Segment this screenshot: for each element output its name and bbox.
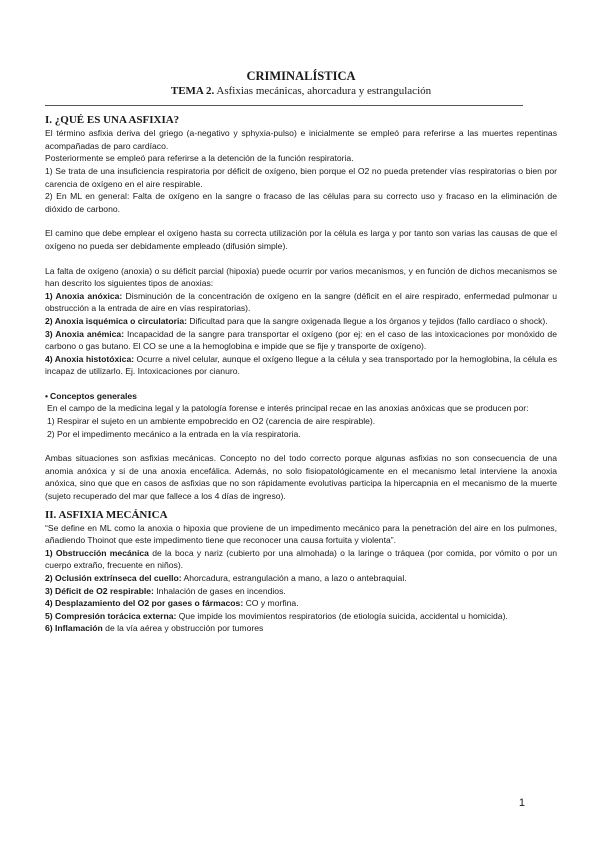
asphyxia-text: Ahorcadura, estrangulación a mano, a lazo o antebraquial. xyxy=(181,573,407,583)
paragraph: Posteriormente se empleó para referirse a la detención de la función respiratoria. xyxy=(45,153,354,164)
page-title: CRIMINALÍSTICA xyxy=(246,69,356,83)
paragraph: En el campo de la medicina legal y la patología forense e interés principal recae en las anoxias anóxicas que se producen por: xyxy=(47,403,529,414)
list-item: 1) Respirar el sujeto en un ambiente empobrecido en O2 (carencia de aire respirable). xyxy=(47,416,376,427)
concepts-heading: • Conceptos generales xyxy=(45,390,557,403)
asphyxia-label: 1) Obstrucción mecánica xyxy=(45,547,149,558)
asphyxia-text: de la vía aérea y obstrucción por tumores xyxy=(102,623,264,634)
asphyxia-item xyxy=(45,610,557,623)
anoxia-item xyxy=(45,353,557,378)
asphyxia-item xyxy=(45,585,557,598)
paragraph-quote: “Se define en ML como la anoxia o hipoxia que proviene de un impedimento mecánico para la penetración del aire en los pulmones, añadiendo Thoinot que este impedimento tiene que reconocer una causa fortuita y violenta”. xyxy=(45,522,557,546)
anoxia-text: Ocurre a nivel celular, aunque el oxígeno llegue a la célula y sea transportado por la hemoglobina, la célula es incapaz de utilizarlo. Ej. Intoxicaciones por cianuro. xyxy=(45,353,557,377)
anoxia-item xyxy=(45,315,557,328)
asphyxia-label: 4) Desplazamiento del O2 por gases o fármacos: xyxy=(45,598,244,609)
asphyxia-label: 3) Déficit de O2 respirable: xyxy=(45,585,154,596)
anoxia-item xyxy=(45,328,557,353)
page-subtitle xyxy=(45,85,557,98)
asphyxia-label: 6) Inflamación xyxy=(45,623,103,634)
subtitle-topic-number: TEMA 2. xyxy=(170,84,215,97)
anoxia-label: 4) Anoxia histotóxica: xyxy=(45,353,135,364)
page-number: 1 xyxy=(518,797,525,809)
section2-heading: II. ASFIXIA MECÁNICA xyxy=(45,508,168,521)
asphyxia-label: 5) Compresión torácica externa: xyxy=(45,610,177,621)
asphyxia-item xyxy=(45,572,557,585)
asphyxia-text: de la boca y nariz (cubierto por una almohada) o la laringe o tráquea (por comida, por vómito o por un cuerpo extraño, frecuente en niños). xyxy=(45,547,557,571)
anoxia-text: Dificultad para que la sangre oxigenada llegue a los órganos y tejidos (fallo cardíaco o shock). xyxy=(187,315,548,326)
paragraph: El término asfixia deriva del griego (a-negativo y sphyxia-pulso) e inicialmente se empleó para referirse a las muertes repentinas acompañadas de paro cardíaco. xyxy=(45,128,557,151)
paragraph: Ambas situaciones son asfixias mecánicas. Concepto no del todo correcto porque algunas asfixias no son consecuencia de una anomia anóxica y si de una anoxia encefálica. Además, no solo fisiopatológicamente en el mecanismo letal interviene la anoxia anóxica, sino que que en casos de asfixias que no son rápidamente evolutivas participa la hipercapnia en el mecanismo de la muerte (sujeto recuperado del mar que fallece a los 4 días de ingreso). xyxy=(45,453,557,502)
asphyxia-text: CO y morfina. xyxy=(243,598,299,609)
asphyxia-text: Inhalación de gases en incendios. xyxy=(153,585,286,596)
asphyxia-item xyxy=(45,622,557,635)
asphyxia-item xyxy=(45,547,557,572)
asphyxia-item xyxy=(45,597,557,610)
section1-heading: I. ¿QUÉ ES UNA ASFIXIA? xyxy=(45,114,180,127)
paragraph: La falta de oxígeno (anoxia) o su déficit parcial (hipoxia) puede ocurrir por varios mecanismos, y en función de dichos mecanismos se han descrito los siguientes tipos de anoxias: xyxy=(45,265,557,289)
list-item: 2) Por el impedimento mecánico a la entrada en la vía respiratoria. xyxy=(47,428,301,439)
anoxia-label: 3) Anoxia anémica: xyxy=(45,328,125,339)
anoxia-text: Disminución de la concentración de oxígeno en la sangre (déficit en el aire respirado, enfermedad pulmonar u obstrucción a la entrada de aire en vías respiratorias). xyxy=(45,290,557,314)
title-divider xyxy=(45,105,523,106)
subtitle-topic-text: Asfixias mecánicas, ahorcadura y estrangulación xyxy=(214,84,432,97)
anoxia-item xyxy=(45,290,557,315)
paragraph: 2) En ML en general: Falta de oxígeno en la sangre o fracaso de las células para su correcto uso y fracaso en la eliminación de dióxido de carbono. xyxy=(45,191,557,214)
paragraph: 1) Se trata de una insuficiencia respiratoria por déficit de oxígeno, bien porque el O2 no pueda pretender vías respiratorias o bien por carencia de oxígeno en el aire respirable. xyxy=(45,165,557,189)
anoxia-text: Incapacidad de la sangre para transportar el oxígeno (por ej: en el caso de las intoxicaciones por monóxido de carbono o gas butano. El CO se une a la hemoglobina e impide que se fije y transporte de oxígeno). xyxy=(45,328,557,352)
anoxia-label: 2) Anoxia isquémica o circulatoria: xyxy=(45,315,187,326)
paragraph: El camino que debe emplear el oxígeno hasta su correcta utilización por la célula es larga y por tanto son varias las causas de que el oxígeno no pueda ser debidamente empleado (difusión simple). xyxy=(45,228,557,251)
anoxia-label: 1) Anoxia anóxica: xyxy=(45,290,123,301)
asphyxia-label: 2) Oclusión extrínseca del cuello: xyxy=(45,573,182,583)
document-page xyxy=(45,70,557,635)
asphyxia-text: Que impide los movimientos respiratorios (de etiología suicida, accidental u homicida). xyxy=(176,610,508,621)
